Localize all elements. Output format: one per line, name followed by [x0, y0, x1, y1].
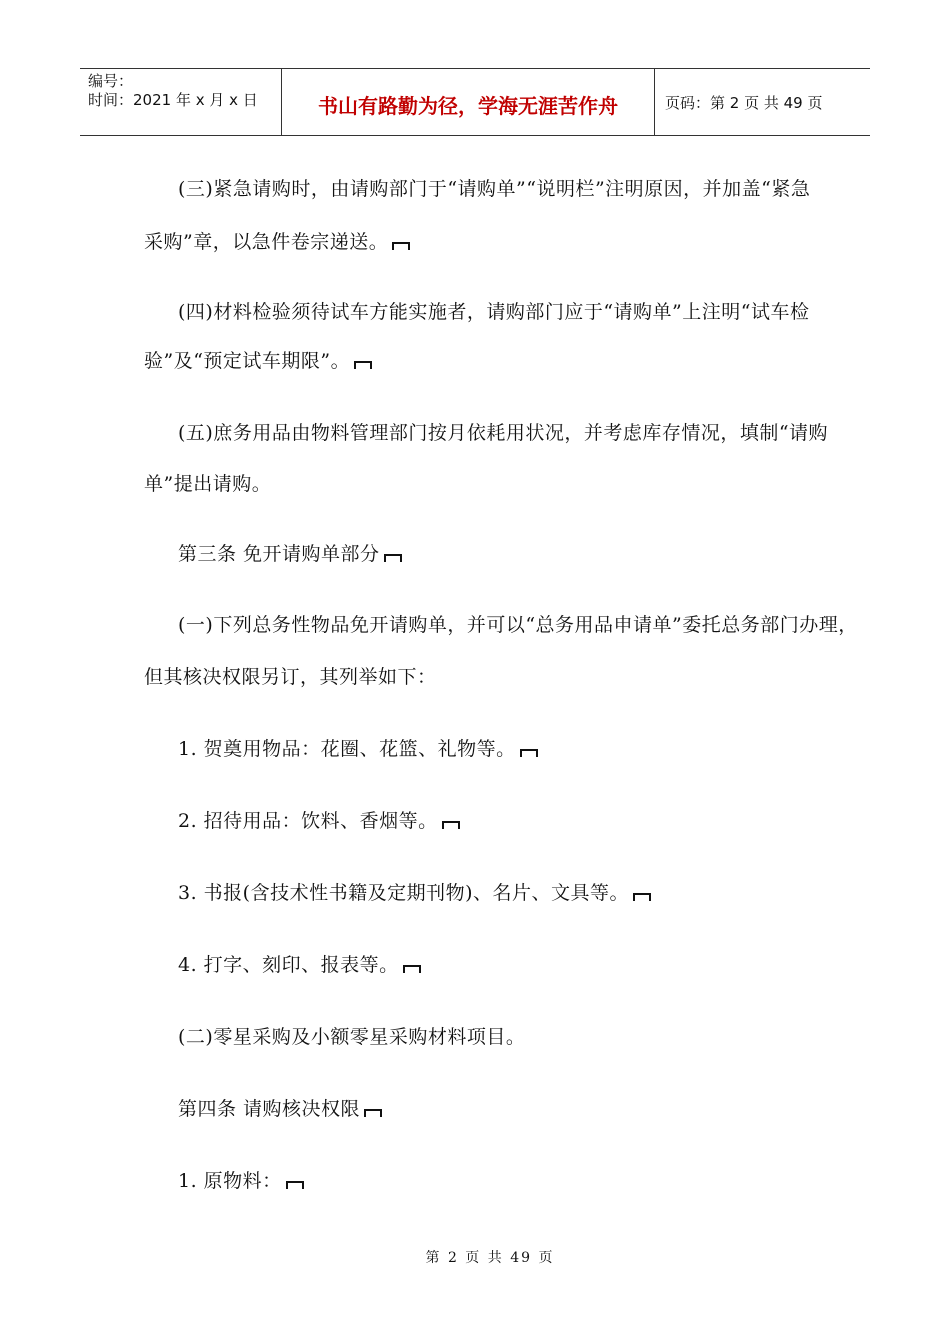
- header-meta: [80, 69, 282, 135]
- list-item-3: 3. 书报(含技术性书籍及定期刊物)、名片、文具等。: [178, 878, 651, 905]
- paragraph-mark-icon: [354, 361, 372, 369]
- para-4-line2: 验”及“预定试车期限”。: [144, 346, 372, 373]
- list-item-4: 4. 打字、刻印、报表等。: [178, 950, 421, 977]
- header-motto: 书山有路勤为径，学海无涯苦作舟: [282, 69, 655, 135]
- list-item-1: 1. 贺奠用物品：花圈、花篮、礼物等。: [178, 734, 538, 761]
- time-label: 时间：2021 年 x 月 x 日: [88, 91, 258, 109]
- page-footer: 第 2 页 共 49 页: [425, 1250, 555, 1266]
- para-5-line1: (五)庶务用品由物料管理部门按月依耗用状况，并考虑库存情况，填制“请购: [178, 422, 829, 444]
- list-item-2: 2. 招待用品：饮料、香烟等。: [178, 806, 460, 833]
- article-3-item1-line1: (一)下列总务性物品免开请购单，并可以“总务用品申请单”委托总务部门办理，: [178, 614, 858, 636]
- para-3-line2: 采购”章，以急件卷宗递送。: [144, 227, 410, 254]
- paragraph-mark-icon: [520, 749, 538, 757]
- article-3-item2: (二)零星采购及小额零星采购材料项目。: [178, 1026, 526, 1048]
- paragraph-mark-icon: [403, 965, 421, 973]
- article-3-heading: 第三条 免开请购单部分: [178, 539, 402, 566]
- article-3-item1-line2: 但其核决权限另订，其列举如下：: [144, 666, 437, 688]
- para-4-line1: (四)材料检验须待试车方能实施者，请购部门应于“请购单”上注明“试车检: [178, 301, 810, 323]
- page-header: [80, 68, 870, 136]
- article-4-heading: 第四条 请购核决权限: [178, 1094, 382, 1121]
- para-5-line2: 单”提出请购。: [144, 473, 272, 495]
- paragraph-mark-icon: [442, 821, 460, 829]
- paragraph-mark-icon: [392, 242, 410, 250]
- paragraph-mark-icon: [633, 893, 651, 901]
- raw-material-item: 1. 原物料：: [178, 1166, 304, 1193]
- paragraph-mark-icon: [384, 554, 402, 562]
- paragraph-mark-icon: [364, 1109, 382, 1117]
- number-label: 编号：: [88, 72, 134, 90]
- header-page-label: 页码：第 2 页 共 49 页: [665, 93, 823, 112]
- paragraph-mark-icon: [286, 1181, 304, 1189]
- para-3-line1: (三)紧急请购时，由请购部门于“请购单”“说明栏”注明原因，并加盖“紧急: [178, 178, 811, 200]
